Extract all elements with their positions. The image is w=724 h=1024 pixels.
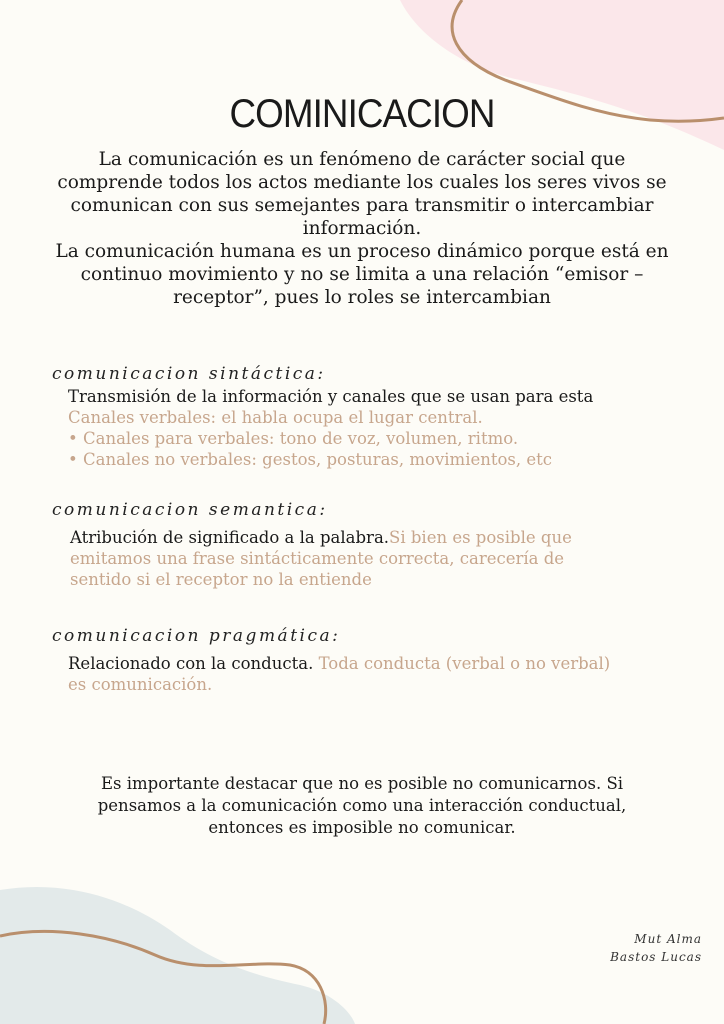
closing-paragraph: Es importante destacar que no es posible no comunicarnos. Si pensamos a la comunicación como una interacción conductual, entonces es imposible no comunicar. xyxy=(97,774,627,837)
pragmatic-lead: Relacionado con la conducta. xyxy=(68,654,314,673)
semantic-line-2: emitamos una frase sintácticamente correcta, carecería de xyxy=(70,549,565,568)
signature-line-1: Mut Alma xyxy=(634,932,702,946)
syntactic-heading: comunicacion sintáctica: xyxy=(52,364,326,384)
page-title: COMINICACION xyxy=(229,92,495,136)
semantic-rest: Si bien es posible que xyxy=(389,528,572,547)
signature-line-2: Bastos Lucas xyxy=(610,950,702,964)
pragmatic-rest: Toda conducta (verbal o no verbal) xyxy=(318,654,611,673)
syntactic-body xyxy=(68,386,668,470)
semantic-body xyxy=(70,527,670,590)
semantic-lead: Atribución de significado a la palabra. xyxy=(70,528,390,547)
pragmatic-heading: comunicacion pragmática: xyxy=(52,626,341,646)
syntactic-line-2: Canales verbales: el habla ocupa el lugar central. xyxy=(68,408,483,427)
pragmatic-body xyxy=(68,653,668,695)
syntactic-line-4: • Canales no verbales: gestos, posturas, movimientos, etc xyxy=(68,450,553,469)
semantic-line-3: sentido si el receptor no la entiende xyxy=(70,570,372,589)
syntactic-line-1: Transmisión de la información y canales que se usan para esta xyxy=(68,387,594,406)
semantic-line-1 xyxy=(70,527,670,548)
intro-text xyxy=(50,148,674,309)
intro-paragraph-2: La comunicación humana es un proceso dinámico porque está en continuo movimiento y no se limita a una relación “emisor – receptor”, pues lo roles se intercambian xyxy=(55,241,669,308)
blue-blob-shape xyxy=(0,887,355,1024)
signature xyxy=(610,930,702,966)
intro-paragraph-1: La comunicación es un fenómeno de carácter social que comprende todos los actos mediante los cuales los seres vivos se comunican con sus semejantes para transmitir o intercambiar información. xyxy=(57,149,667,239)
pragmatic-line-1 xyxy=(68,653,668,674)
syntactic-line-3: • Canales para verbales: tono de voz, volumen, ritmo. xyxy=(68,429,519,448)
semantic-heading: comunicacion semantica: xyxy=(52,500,328,520)
pragmatic-line-2: es comunicación. xyxy=(68,675,213,694)
